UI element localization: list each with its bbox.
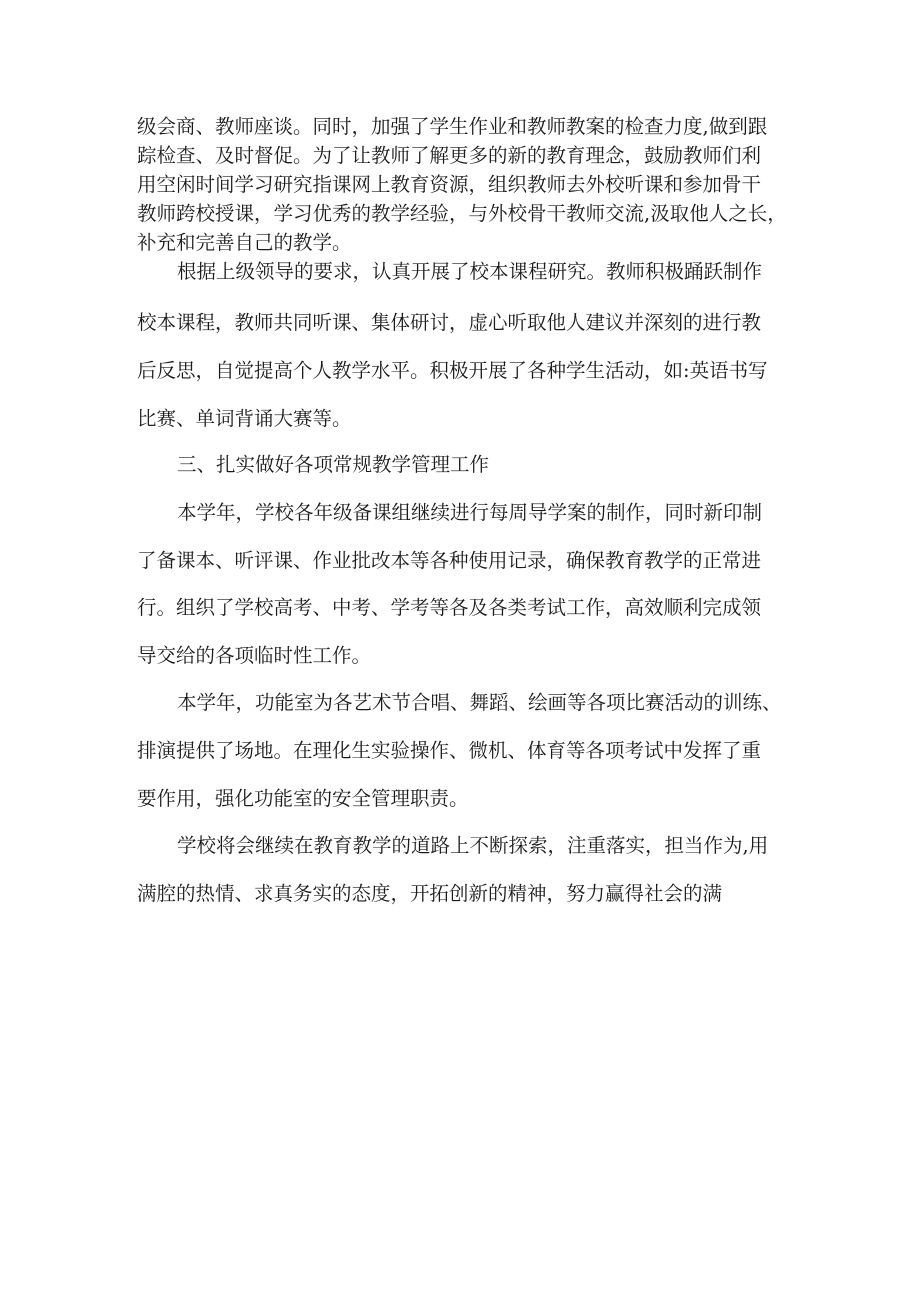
text-line: 本学年，功能室为各艺术节合唱、舞蹈、绘画等各项比赛活动的训练、 [177, 691, 782, 714]
text-line: 级会商、教师座谈。同时，加强了学生作业和教师教案的检查力度,做到跟 [137, 115, 768, 138]
text-line: 行。组织了学校高考、中考、学考等各及各类考试工作，高效顺利完成领 [137, 596, 762, 619]
text-line: 排演提供了场地。在理化生实验操作、微机、体育等各项考试中发挥了重 [137, 739, 762, 762]
text-line: 本学年，学校各年级备课组继续进行每周导学案的制作，同时新印制 [177, 501, 763, 524]
text-line: 补充和完善自己的教学。 [137, 231, 352, 254]
text-line: 比赛、单词背诵大赛等。 [137, 407, 352, 430]
text-line: 用空闲时间学习研究指课网上教育资源，组织教师去外校听课和参加骨干 [137, 173, 762, 196]
text-line: 要作用，强化功能室的安全管理职责。 [137, 787, 469, 810]
text-line: 校本课程，教师共同听课、集体研讨，虚心听取他人建议并深刻的进行教 [137, 311, 762, 334]
text-line: 满腔的热情、求真务实的态度，开拓创新的精神，努力赢得社会的满 [137, 882, 723, 905]
text-line: 根据上级领导的要求，认真开展了校本课程研究。教师积极踊跃制作 [177, 260, 763, 283]
text-line: 了备课本、听评课、作业批改本等各种使用记录，确保教育教学的正常进 [137, 549, 762, 572]
text-line: 导交给的各项临时性工作。 [137, 644, 372, 667]
heading-text: 三、扎实做好各项常规教学管理工作 [177, 453, 490, 476]
text-line: 后反思，自觉提高个人教学水平。积极开展了各种学生活动，如:英语书写 [137, 359, 768, 382]
text-line: 教师跨校授课，学习优秀的教学经验，与外校骨干教师交流,汲取他人之长， [137, 202, 787, 225]
text-line: 学校将会继续在教育教学的道路上不断探索，注重落实，担当作为,用 [177, 834, 769, 857]
text-line: 踪检查、及时督促。为了让教师了解更多的新的教育理念，鼓励教师们利 [137, 144, 762, 167]
